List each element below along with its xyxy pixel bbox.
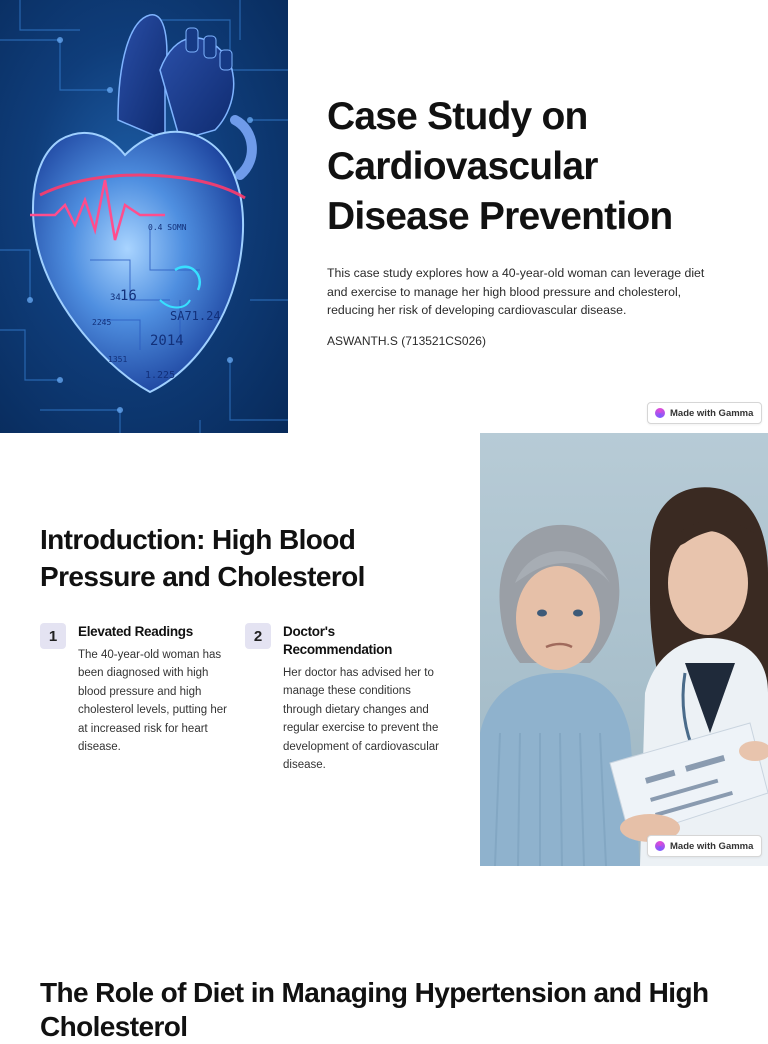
doctor-patient-photo: [480, 433, 768, 866]
step-title: Doctor's Recommendation: [283, 624, 393, 657]
step-text: The 40-year-old woman has been diagnosed with high blood pressure and high cholesterol levels, putting her at increased risk for heart disease.: [78, 649, 227, 754]
section-title: Introduction: High Blood Pressure and Cholesterol: [40, 524, 365, 592]
heart-label-1: 16: [120, 288, 137, 304]
gamma-logo-icon: [655, 408, 665, 418]
step-text: Her doctor has advised her to manage these conditions through dietary changes and regular exercise to prevent the development of cardiovascular disease.: [283, 667, 439, 772]
heart-label-7: 34: [110, 293, 121, 303]
heart-image: [0, 0, 288, 433]
heart-label-3: 2014: [150, 333, 184, 349]
diet-role-slide: [0, 866, 768, 1042]
step-title: Elevated Readings: [78, 624, 193, 639]
heart-illustration: [0, 0, 288, 433]
introduction-slide: [0, 433, 768, 866]
heart-label-2: SA71.24: [170, 309, 221, 323]
heart-label-6: 1351: [108, 355, 128, 364]
title-block: [327, 92, 727, 348]
gamma-logo-icon: [655, 841, 665, 851]
made-with-gamma-badge[interactable]: [647, 402, 762, 424]
author-credit: ASWANTH.S (713521CS026): [327, 333, 486, 348]
section-title: The Role of Diet in Managing Hypertension and High Cholesterol: [40, 977, 709, 1042]
title-slide: [0, 0, 768, 433]
step-number: 1: [40, 623, 66, 649]
doctor-patient-image: [480, 433, 768, 866]
step-number: 2: [245, 623, 271, 649]
gamma-badge-label: Made with Gamma: [670, 840, 754, 852]
heart-label-0: 0.4 SOMN: [148, 223, 187, 232]
made-with-gamma-badge[interactable]: [647, 835, 762, 857]
gamma-badge-label: Made with Gamma: [670, 407, 754, 419]
heart-label-4: 1.225: [145, 370, 176, 381]
page-title: Case Study on Cardiovascular Disease Prevention: [327, 95, 673, 238]
intro-description: This case study explores how a 40-year-old woman can leverage diet and exercise to manage her high blood pressure and cholesterol, reducing her risk of developing cardiovascular disease.: [327, 266, 705, 317]
heart-label-5: 2245: [92, 318, 112, 327]
